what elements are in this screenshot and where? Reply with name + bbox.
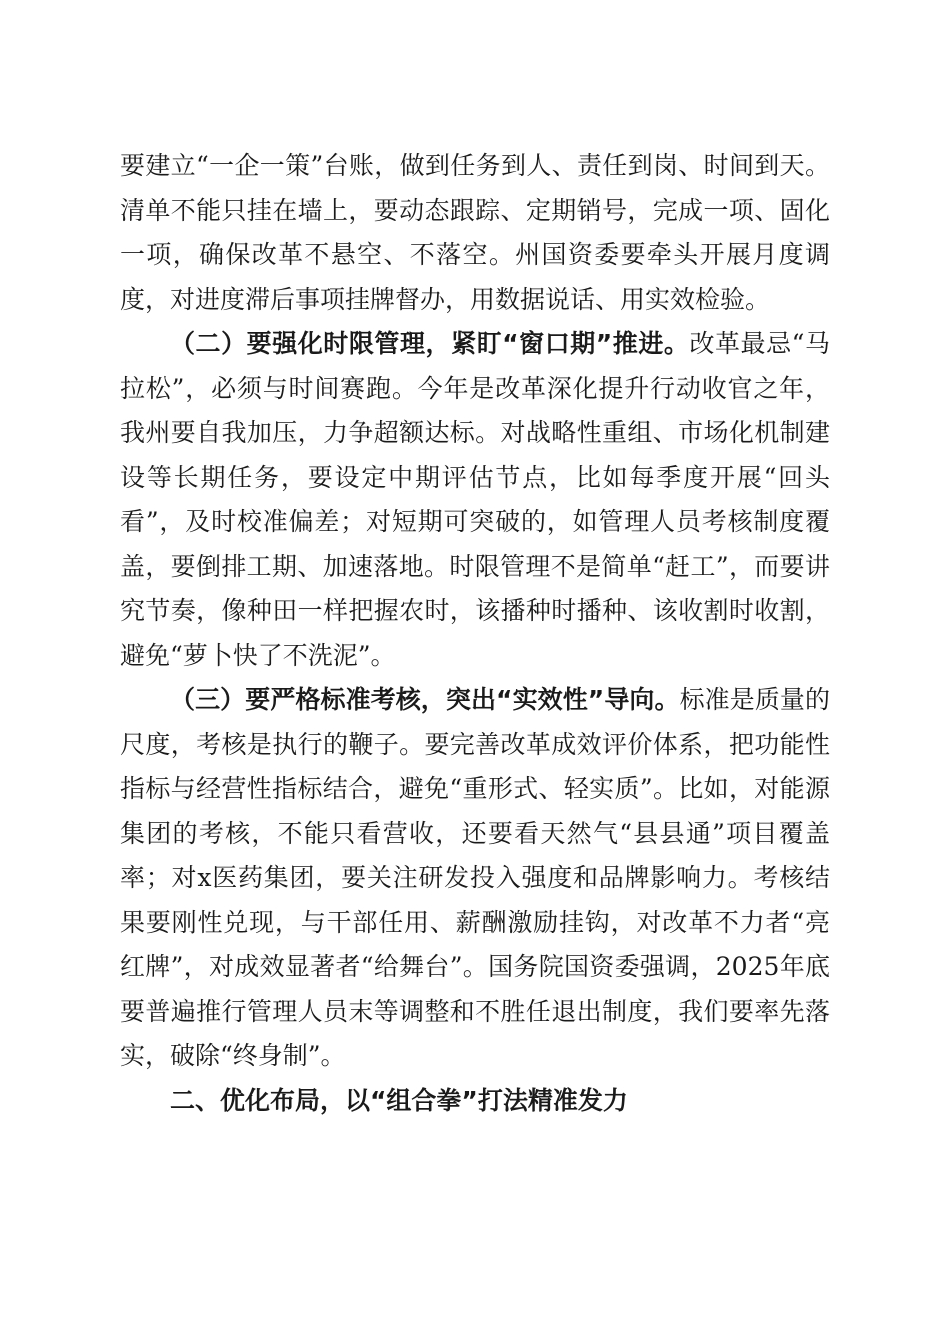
- paragraph-standard-assessment: [120, 678, 830, 1079]
- paragraph-time-limit: [120, 322, 830, 678]
- paragraph-lead-heading: （二）要强化时限管理，紧盯“窗口期”推进。: [170, 329, 690, 358]
- section-heading: 二、优化布局，以“组合拳”打法精准发力: [170, 1085, 628, 1115]
- paragraph-lead-heading: （三）要严格标准考核，突出“实效性”导向。: [170, 685, 680, 714]
- document-body: [120, 144, 830, 1123]
- paragraph-text: 要建立“一企一策”台账，做到任务到人、责任到岗、时间到天。清单不能只挂在墙上，要动态跟踪、定期销号，完成一项、固化一项，确保改革不悬空、不落空。州国资委要牵头开展月度调度，对进度滞后事项挂牌督办，用数据说话、用实效检验。: [120, 151, 830, 314]
- paragraph-continuation: [120, 144, 830, 322]
- paragraph-text: 标准是质量的尺度，考核是执行的鞭子。要完善改革成效评价体系，把功能性指标与经营性指标结合，避免“重形式、轻实质”。比如，对能源集团的考核，不能只看营收，还要看天然气“县县通”项目覆盖率；对x医药集团，要关注研发投入强度和品牌影响力。考核结果要刚性兑现，与干部任用、薪酬激励挂钩，对改革不力者“亮红牌”，对成效显著者“给舞台”。国务院国资委强调，2025年底要普遍推行管理人员末等调整和不胜任退出制度，我们要率先落实，破除“终身制”。: [120, 685, 830, 1070]
- paragraph-text: 改革最忌“马拉松”，必须与时间赛跑。今年是改革深化提升行动收官之年，我州要自我加压，力争超额达标。对战略性重组、市场化机制建设等长期任务，要设定中期评估节点，比如每季度开展“回头看”，及时校准偏差；对短期可突破的，如管理人员考核制度覆盖，要倒排工期、加速落地。时限管理不是简单“赶工”，而要讲究节奏，像种田一样把握农时，该播种时播种、该收割时收割，避免“萝卜快了不洗泥”。: [120, 329, 830, 670]
